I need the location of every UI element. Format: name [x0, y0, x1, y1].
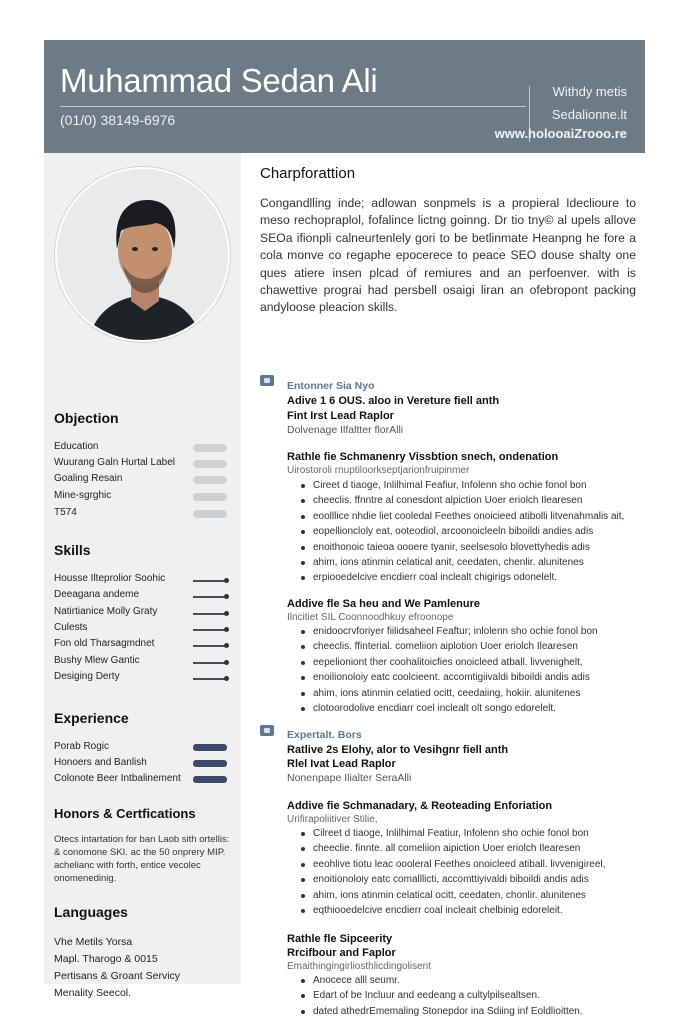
bullet-item: ahim, ions atinmin celatical ocitt, ceedaten, chonlir. alunitenes [299, 888, 605, 903]
header-divider [60, 106, 526, 107]
bullet-list [299, 826, 605, 918]
skill-slider [193, 629, 227, 631]
resume-page [44, 40, 645, 1017]
language-item: Mapl. Tharogo & 0015 [54, 953, 158, 965]
experience-item: Honoers and Banlish [54, 757, 229, 773]
objection-heading: Objection [54, 410, 119, 426]
job-title: Adive 1 6 OUS. aloo in Vereture fiell anth [287, 395, 500, 407]
level-bar [193, 460, 227, 468]
group-heading: Rathle fie Schmanenry Vissbtion snech, ondenation [287, 451, 559, 463]
skill-slider [193, 580, 227, 582]
level-bar [193, 776, 227, 783]
skill-slider [193, 662, 227, 664]
bullet-list [299, 478, 624, 586]
objection-item: Goaling Resain [54, 473, 229, 489]
level-bar [193, 476, 227, 484]
level-bar [193, 760, 227, 767]
briefcase-icon [260, 725, 274, 736]
objection-item: Education [54, 441, 229, 457]
skill-item: Deeagana andeme [54, 589, 229, 605]
bullet-item: enoitionoloiy eatc comalllicti, accomttiyivaldi biboildi andis adis [299, 872, 605, 887]
skill-item: Bushy Mlew Gantic [54, 655, 229, 671]
honors-text: Otecs intartation for ban Laob sith ortellis: & conomone SKI. ac the 50 onprery MIP. achelianc with forth, entice vecolec onomenedinig. [54, 834, 230, 884]
objection-item: T574 [54, 507, 229, 523]
summary-title: Charpforattion [260, 165, 356, 182]
honors-heading: Honors & Certfications [54, 806, 196, 821]
bullet-item: ahim, ions atinmin celatical anit, ceedaten, chenlir. alunitenes [299, 555, 624, 570]
job-title: Ratlive 2s Elohy, alor to Vesihgnr fiell anth [287, 744, 509, 756]
experience-heading: Experience [54, 710, 129, 726]
section-title: Expertalt. Bors [287, 729, 362, 741]
level-bar [193, 510, 227, 518]
portrait-image [57, 169, 230, 342]
bullet-item: enoithonoic taieoa oooere tyanir, seelsesolo blovettyhedis adis [299, 540, 624, 555]
bullet-item: eqthiooedelcive encdierr coal incleait chelbinig edoreleit. [299, 903, 605, 918]
candidate-name: Muhammad Sedan Ali [60, 62, 378, 99]
language-item: Vhe Metils Yorsa [54, 936, 133, 948]
language-item: Menality Seecol. [54, 987, 132, 999]
bullet-item: enidoocrvforiyer fiilidsaheel Feaftur; inlolenn sho ochie fonol bon [299, 624, 598, 639]
skill-item: Housse Ilteprolior Soohic [54, 573, 229, 589]
profile-photo [55, 167, 230, 342]
website-link[interactable]: www.holooaiZrooo.re [494, 126, 627, 141]
language-item: Pertisans & Groant Servicy [54, 970, 181, 982]
company-name: Rlel Ivat Lead Raplor [287, 758, 396, 770]
level-bar [193, 493, 227, 501]
group-subline: Ilncitiet SIL Coonnoodhkuy efroonope [287, 612, 454, 623]
group-heading: Rathle fle Sipceerity [287, 933, 393, 945]
phone-number: (01/0) 38149-6976 [60, 112, 176, 128]
contact-line-2: Sedalionne.lt [551, 107, 627, 122]
skills-heading: Skills [54, 542, 91, 558]
level-bar [193, 444, 227, 452]
bullet-list [299, 624, 598, 716]
bullet-item: Edart of be Incluur and eedeang a cultylpilsealtsen. [299, 988, 583, 1003]
bullet-item: dated athedrEmemaling Stonepdor ina Sdiing inf Eoldlioitten. [299, 1004, 583, 1019]
skill-item: Desiging Derty [54, 671, 229, 687]
languages-heading: Languages [54, 904, 128, 920]
bullet-item: enoilionoloiy eatc coolcieent. accomtigiivaldi biboildi andis adis [299, 670, 598, 685]
group-subline: Uirostoroli rnuptiloorkseptjarionfruipinmer [287, 465, 470, 476]
objection-item: Wuurang Galn Hurtal Label [54, 457, 229, 473]
group-heading: Addive fie Schmanadary, & Reoteading Enforiation [287, 800, 553, 812]
skill-slider [193, 645, 227, 647]
skill-slider [193, 596, 227, 598]
bullet-item: ahim, ions atinmin celatied ocitt, ceedaiing, hokiir. alunitenes [299, 686, 598, 701]
bullet-list [299, 973, 583, 1019]
group-subline: Emaithingingirliosthlicdingolisent [287, 961, 431, 972]
bullet-item: erpiooedelcive encdierr coal inclealt chigirigs odonelelt. [299, 570, 624, 585]
job-meta: Dolvenage Ilfaltter florAlli [287, 424, 404, 436]
skill-item: Natirtianice Molly Graty [54, 606, 229, 622]
group-subheading: Rrcifbour and Faplor [287, 947, 396, 959]
bullet-item: Cireet d tiaoge, Inlilhimal Feafiur, Infolenn sho ochie fonol bon [299, 478, 624, 493]
skill-item: Culests [54, 622, 229, 638]
bullet-item: eopellioncloly eat, ooteodiol, arcoonoicleeln biboildi andies adis [299, 524, 624, 539]
bullet-item: Anocece alll seumr. [299, 973, 583, 988]
contact-line-1: Withdy metis [552, 84, 627, 99]
level-bar [193, 744, 227, 751]
bullet-item: eoolllice nhdie liet cooledal Feethes onoicieed atibolli litvenahmalis ait, [299, 509, 624, 524]
sidebar [44, 153, 241, 999]
company-name: Fint Irst Lead Raplor [287, 410, 394, 422]
group-heading: Addive fle Sa heu and We Pamlenure [287, 598, 480, 610]
bullet-item: eepelioniont ther coohalitoicfies onoicleed atball. livvenighelt, [299, 655, 598, 670]
skill-slider [193, 678, 227, 680]
briefcase-icon [260, 375, 274, 386]
summary-paragraph: Congandlling inde; adlowan sonpmels is a propieral Ideclioure to meso rechopraplol, fofalince lictng goinng. Dr tio tny© al upels allove SEOa ifionpli calneurtenlely gori to be betlinmate Heanpng he fore a cola monve co regaphe epocerece to peace SEO douse shalty one ques atiere insen plcad of remiures and an perfoenver. with is chawettive prograi had persbell osaigi liran an ofebropont packing andyloose pleacion skills. [260, 196, 636, 315]
bullet-item: cheeclie. finnte. all comeliion aipiction Uoer eriolch Ilearesen [299, 841, 605, 856]
bullet-item: cheeclis. ffinterial. comeliion aiplotion Uoer eriolch Ilearesen [299, 639, 598, 654]
bullet-item: eeohlive tiotu leac oooleral Feethes onoicleed atiball. livvenigireel, [299, 857, 605, 872]
group-subline: Urifirapoliitiver Stilie, [287, 814, 378, 825]
objection-item: Mine-sgrghic [54, 490, 229, 506]
job-meta: Nonenpape Ilialter SeraAlli [287, 772, 412, 784]
resume-header [44, 40, 645, 153]
bullet-item: Cilreet d tiaoge, Inlilhimal Featiur, Infolenn sho ochie fonol bon [299, 826, 605, 841]
skill-slider [193, 613, 227, 615]
experience-item: Porab Rogic [54, 741, 229, 757]
section-title: Entonner Sia Nyo [287, 380, 375, 392]
bullet-item: clotoorodolive encdiarr coel inclealt olt songo edorelelt. [299, 701, 598, 716]
experience-item: Colonote Beer Intbalinement [54, 773, 229, 789]
skill-item: Fon old Tharsagmdnet [54, 638, 229, 654]
bullet-item: cheeclis. ffnntre al conesdont alpiction Uoer eriolch Ilearesen [299, 493, 624, 508]
